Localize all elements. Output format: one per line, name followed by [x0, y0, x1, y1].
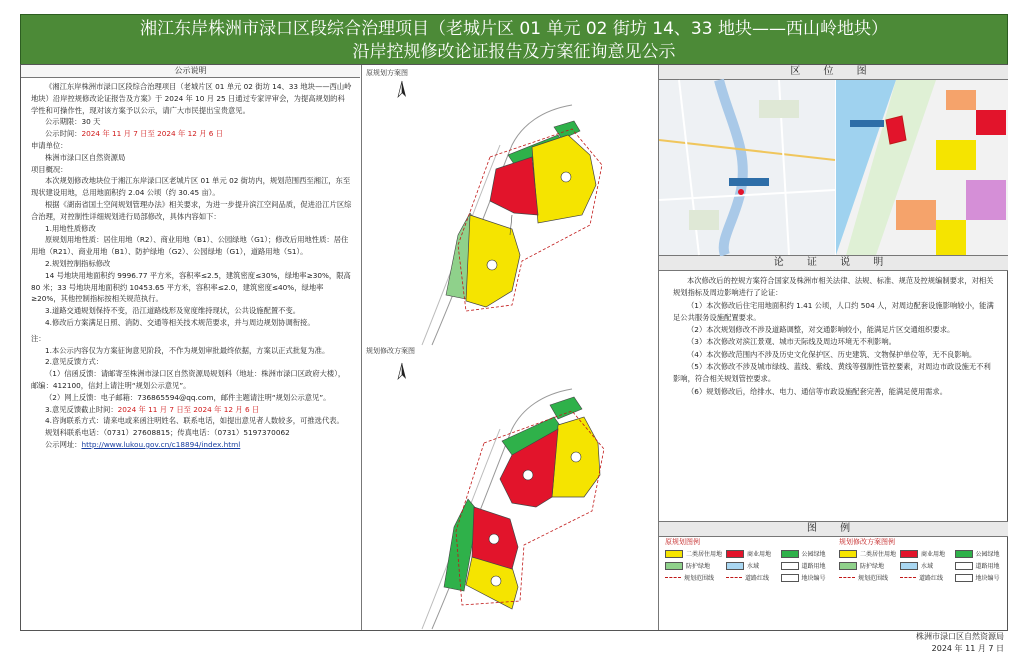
legend-item [955, 573, 1006, 582]
legend-swatch [839, 577, 855, 578]
legend-swatch [781, 550, 799, 558]
legend-item [726, 549, 776, 558]
item2-title: 2.规划控制指标修改 [45, 258, 111, 268]
legend-swatch [726, 562, 744, 570]
legend-label: 道路用地 [801, 563, 826, 570]
legend-item [900, 549, 950, 558]
legend-swatch [955, 550, 973, 558]
arg-intro: 本次修改后的控规方案符合国家及株洲市相关法律、法规、标准、规范及控规编制要求，对相关规划指标及周边影响进行了论证： [673, 276, 994, 298]
legend-item [839, 549, 896, 558]
note3: 3.意见反馈截止时间：2024 年 11 月 7 日至 2024 年 12 月 6 日 [45, 404, 260, 414]
arg-item: （1）本次修改后住宅用地面积约 1.41 公顷，人口约 504 人，对周边配套设施影响较小，能满足公共服务设施配置要求。 [673, 300, 994, 322]
notice-reason: 根据《湖南省国土空间规划管理办法》相关要求，为进一步提升滨江空间品质，促进沿江片区综合治理，对控制性详细规划进行局部修改，具体内容如下： [31, 199, 352, 221]
argument-header: 论 证 说 明 [659, 256, 1008, 271]
legend-item [781, 561, 832, 570]
legend-label: 道路红线 [919, 575, 944, 582]
legend-item [839, 573, 896, 582]
legend-swatch [726, 577, 742, 578]
legend-label: 防护绿地 [686, 563, 711, 570]
maps-column [361, 65, 658, 630]
legend-label: 公园绿地 [801, 551, 826, 558]
north-arrow-icon [398, 363, 406, 379]
legend-swatch [839, 562, 857, 570]
item4: 4.修改后方案满足日照、消防、交通等相关技术规范要求，并与周边规划协调衔接。 [45, 317, 315, 327]
notice-column [21, 65, 360, 630]
legend-modified-title: 规划修改方案图例 [839, 538, 895, 546]
location-maps [659, 80, 1008, 256]
notice-basic-text: 本次规划修改地块位于湘江东岸渌口区老城片区 01 单元 02 街坊内，规划范围西至湘江，东至现状建设用地，总用地面积约 2.04 公顷（约 30.45 亩）。 [31, 176, 351, 198]
notes-label: 注： [31, 333, 46, 343]
legend-swatch [839, 550, 857, 558]
legend-label: 商业用地 [747, 551, 772, 558]
item1-title: 1.用地性质修改 [45, 223, 96, 233]
legend-swatch [900, 577, 916, 578]
legend-item [900, 573, 950, 582]
legend-section [659, 521, 1008, 537]
legend-swatch [900, 550, 918, 558]
legend-swatch [900, 562, 918, 570]
legend-item [781, 573, 832, 582]
item3: 3.道路交通规划保持不变，沿江道路线形及宽度维持现状，公共设施配置不变。 [45, 306, 301, 316]
location-header: 区 位 图 [659, 65, 1008, 80]
arg-item: （3）本次修改对滨江景观、城市天际线及周边环境无不利影响。 [687, 337, 896, 347]
note2b: （2）网上反馈：电子邮箱：736865594@qq.com，邮件主题请注明“规划公示意见”。 [45, 392, 331, 402]
right-column [658, 65, 1008, 630]
legend-label: 地块编号 [801, 575, 826, 582]
notice-para: 《湘江东岸株洲市渌口区段综合治理项目（老城片区 01 单元 02 街坊 14、33 地块——西山岭地块）沿岸控规修改论证报告及方案》于 2024 年 10 月 25 日通过专家评审会，为提高规划的科学性和可操作性，现对该方案予以公示，请广大市民提出宝贵意见。 [31, 82, 352, 115]
notice-period: 公示期限：30 天 [45, 117, 101, 127]
legend-label: 规划范围线 [858, 575, 889, 582]
legend-modified [839, 537, 1005, 629]
url-line: 公示网址：http://www.lukou.gov.cn/c18894/index.html [45, 439, 241, 449]
legend-item [726, 573, 776, 582]
arg-item: （5）本次修改不涉及城市绿线、蓝线、紫线、黄线等强制性管控要素，对周边市政设施无不利影响，符合相关规划管控要求。 [673, 362, 991, 384]
legend-label: 二类居住用地 [686, 551, 723, 558]
legend-label: 二类居住用地 [860, 551, 897, 558]
argument-section [659, 256, 1008, 398]
legend-label: 地块编号 [975, 575, 1000, 582]
legend-swatch [781, 574, 799, 582]
footer-org: 株洲市渌口区自然资源局 [916, 632, 1004, 641]
legend-label: 公园绿地 [975, 551, 1000, 558]
modified-map-title: 规划修改方案图 [366, 347, 415, 355]
legend-swatch [955, 562, 973, 570]
legend-original-title: 原规划图例 [665, 538, 700, 546]
legend-header: 图 例 [659, 521, 1008, 537]
legend-label: 水域 [747, 563, 760, 570]
footer-date: 2024 年 11 月 7 日 [931, 644, 1004, 653]
notice-unit-label: 申请单位： [31, 140, 68, 150]
url-link[interactable]: http://www.lukou.gov.cn/c18894/index.html [81, 439, 241, 449]
legend-label: 商业用地 [921, 551, 946, 558]
note1: 1.本公示内容仅为方案征询意见阶段，不作为规划审批最终依据，方案以正式批复为准。 [45, 345, 330, 355]
title-banner [20, 14, 1008, 66]
poster-frame [20, 64, 1008, 631]
legend-item [839, 561, 896, 570]
note4: 4.咨询联系方式：请来电或来函注明姓名、联系电话，如提出意见者人数较多，可推选代表。 [45, 416, 344, 426]
modified-plan-map [362, 347, 658, 629]
note2: 2.意见反馈方式： [45, 357, 104, 367]
notice-basic-label: 项目概况： [31, 164, 68, 174]
legend-item [726, 561, 776, 570]
legend-label: 道路用地 [975, 563, 1000, 570]
original-map-title: 原规划方案图 [366, 69, 408, 77]
legend-item [665, 561, 722, 570]
title-line-1: 湘江东岸株洲市渌口区段综合治理项目（老城片区 01 单元 02 街坊 14、33 地块——西山岭地块） [140, 19, 888, 39]
legend-swatch [955, 574, 973, 582]
location-map-detail [836, 80, 1008, 255]
legend-item [665, 549, 722, 558]
legend-swatch [665, 562, 683, 570]
legend-label: 规划范围线 [684, 575, 715, 582]
legend-swatch [665, 550, 683, 558]
arg-item: （6）规划修改后，给排水、电力、通信等市政设施配套完善，能满足使用需求。 [687, 386, 948, 396]
arg-item: （4）本次修改范围内不涉及历史文化保护区、历史建筑、文物保护单位等，无不良影响。 [687, 349, 977, 359]
notice-header: 公示说明 [21, 65, 360, 78]
phone: 规划科联系电话：（0731）27608815；传真电话：（0731）5197370062 [45, 428, 290, 438]
legend-swatch [726, 550, 744, 558]
legend-item [955, 549, 1006, 558]
notice-unit-value: 株洲市渌口区自然资源局 [45, 152, 126, 162]
title-line-2: 沿岸控规修改论证报告及方案征询意见公示 [352, 42, 676, 62]
legend-item [955, 561, 1006, 570]
legend-label: 水域 [921, 563, 934, 570]
notice-time: 公示时间：2024 年 11 月 7 日至 2024 年 12 月 6 日 [45, 129, 224, 139]
legend-item [665, 573, 722, 582]
note2a: （1）信函反馈：请邮寄至株洲市渌口区自然资源局规划科（地址：株洲市渌口区政府大楼），邮编：412100，信封上请注明“规划公示意见”。 [31, 369, 346, 390]
legend-original [665, 537, 831, 629]
location-map-overview [659, 80, 835, 255]
legend-item [900, 561, 950, 570]
item2-text: 14 号地块用地面积约 9996.77 平方米，容积率≤2.5，建筑密度≤30%，绿地率≥30%，限高 80 米；33 号地块用地面积约 10453.65 平方米，容积率≤2.0，建筑密度≤40%，绿地率≥20%，其他控制指标按相关规范执行。 [31, 270, 351, 304]
legend-item [781, 549, 832, 558]
legend-label: 防护绿地 [860, 563, 885, 570]
legend-label: 道路红线 [745, 575, 770, 582]
arg-item: （2）本次规划修改不涉及道路调整，对交通影响较小，能满足片区交通组织要求。 [687, 325, 955, 335]
legend-swatch [665, 577, 681, 578]
item1-text: 原规划用地性质：居住用地（R2）、商业用地（B1）、公园绿地（G1）；修改后用地性质：居住用地（R21）、商业用地（B1）、防护绿地（G2）、公园绿地（G1），道路用地（S1）。 [31, 235, 349, 257]
original-plan-map [362, 65, 658, 345]
legend-swatch [781, 562, 799, 570]
north-arrow-icon [398, 81, 406, 97]
